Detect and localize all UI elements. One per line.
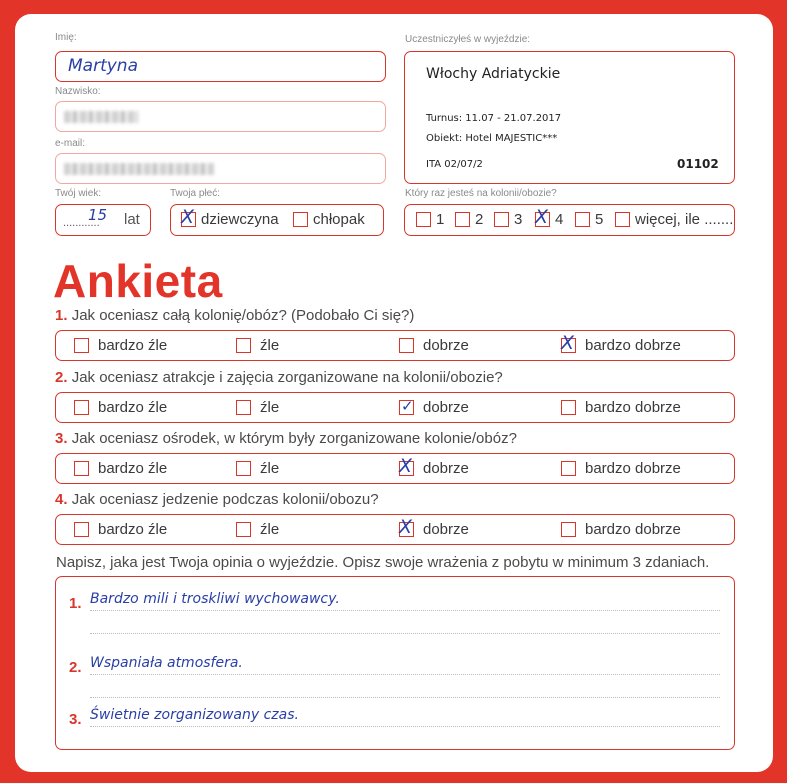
name-field[interactable] <box>55 51 386 82</box>
trip-info-box <box>404 51 735 184</box>
q3-option-very-good-label: bardzo dobrze <box>585 460 681 477</box>
q3-option-very-good-checkbox[interactable] <box>561 461 576 476</box>
email-label: e-mail: <box>55 138 86 149</box>
gender-field <box>170 204 384 236</box>
q4-option-bad-checkbox[interactable] <box>236 522 251 537</box>
opinion-2-number: 2. <box>69 659 82 676</box>
writing-line <box>90 726 720 727</box>
question-2: 2. Jak oceniasz atrakcje i zajęcia zorganizowane na kolonii/obozie? <box>55 369 503 386</box>
opinion-prompt: Napisz, jaka jest Twoja opinia o wyjeździe. Opisz swoje wrażenia z pobytu w minimum 3 zdaniach. <box>56 554 710 571</box>
q1-option-very-bad-label: bardzo źle <box>98 337 168 354</box>
q1-option-bad-label: źle <box>260 337 280 354</box>
q1-option-bad-checkbox[interactable] <box>236 338 251 353</box>
q1-option-very-bad-checkbox[interactable] <box>74 338 89 353</box>
question-3: 3. Jak oceniasz ośrodek, w którym były zorganizowane kolonie/obóz? <box>55 430 517 447</box>
q4-option-very-bad-checkbox[interactable] <box>74 522 89 537</box>
opinion-1-text: Bardzo mili i troskliwi wychowawcy. <box>90 591 340 607</box>
checkmark: X <box>561 332 575 354</box>
times-3-label: 3 <box>514 211 523 228</box>
checkmark: X <box>399 455 413 477</box>
age-value: 15 <box>88 206 108 224</box>
surname-field[interactable] <box>55 101 386 132</box>
email-field[interactable] <box>55 153 386 184</box>
times-label: Który raz jesteś na kolonii/obozie? <box>405 188 557 199</box>
q4-option-good-checkbox[interactable] <box>399 516 414 538</box>
age-unit: lat <box>124 211 140 228</box>
times-more-checkbox[interactable] <box>615 212 630 227</box>
writing-line <box>90 697 720 698</box>
opinion-1-number: 1. <box>69 595 82 612</box>
q4-option-bad-label: źle <box>260 521 280 538</box>
times-2-label: 2 <box>475 211 484 228</box>
age-label: Twój wiek: <box>55 188 102 199</box>
name-value: Martyna <box>68 56 138 76</box>
form-sheet <box>15 14 773 772</box>
surname-label: Nazwisko: <box>55 86 101 97</box>
trip-turnus: Turnus: 11.07 - 21.07.2017 <box>426 113 562 124</box>
q1-option-good-checkbox[interactable] <box>399 338 414 353</box>
checkmark: X <box>535 206 549 228</box>
q1-option-very-good-label: bardzo dobrze <box>585 337 681 354</box>
gender-girl-label: dziewczyna <box>201 211 279 228</box>
q2-option-very-bad-label: bardzo źle <box>98 399 168 416</box>
times-1-checkbox[interactable] <box>416 212 431 227</box>
times-5-label: 5 <box>595 211 604 228</box>
age-field[interactable] <box>55 204 151 236</box>
q3-option-bad-label: źle <box>260 460 280 477</box>
q1-option-very-good-checkbox[interactable] <box>561 332 576 354</box>
checkmark: ✓ <box>401 397 414 415</box>
q3-option-very-bad-checkbox[interactable] <box>74 461 89 476</box>
q2-option-very-bad-checkbox[interactable] <box>74 400 89 415</box>
question-2-options <box>55 392 735 423</box>
times-5-checkbox[interactable] <box>575 212 590 227</box>
gender-boy-label: chłopak <box>313 211 365 228</box>
times-more-label: więcej, ile ....... <box>635 211 734 228</box>
trip-code: ITA 02/07/2 <box>426 159 483 170</box>
redacted-surname <box>64 111 138 123</box>
q2-option-bad-checkbox[interactable] <box>236 400 251 415</box>
opinion-2-text: Wspaniała atmosfera. <box>90 655 243 671</box>
question-1: 1. Jak oceniasz całą kolonię/obóz? (Podobało Ci się?) <box>55 307 415 324</box>
q4-option-very-good-checkbox[interactable] <box>561 522 576 537</box>
redacted-email <box>64 163 214 175</box>
checkmark: X <box>399 516 413 538</box>
name-label: Imię: <box>55 32 77 43</box>
q3-option-good-checkbox[interactable] <box>399 455 414 477</box>
times-1-label: 1 <box>436 211 445 228</box>
checkmark: X <box>181 206 195 228</box>
q3-option-good-label: dobrze <box>423 460 469 477</box>
opinion-3-number: 3. <box>69 711 82 728</box>
gender-boy-checkbox[interactable] <box>293 212 308 227</box>
writing-line <box>90 610 720 611</box>
opinion-3-text: Świetnie zorganizowany czas. <box>90 707 299 723</box>
q3-option-very-bad-label: bardzo źle <box>98 460 168 477</box>
trip-object: Obiekt: Hotel MAJESTIC*** <box>426 133 558 144</box>
trip-number: 01102 <box>677 157 719 171</box>
times-4-checkbox[interactable] <box>535 206 550 228</box>
times-3-checkbox[interactable] <box>494 212 509 227</box>
gender-label: Twoja płeć: <box>170 188 221 199</box>
writing-line <box>90 633 720 634</box>
survey-title: Ankieta <box>53 255 223 307</box>
question-3-options <box>55 453 735 484</box>
question-1-options <box>55 330 735 361</box>
times-field <box>404 204 735 236</box>
q4-option-good-label: dobrze <box>423 521 469 538</box>
q2-option-very-good-label: bardzo dobrze <box>585 399 681 416</box>
gender-girl-checkbox[interactable] <box>181 206 196 228</box>
writing-line <box>90 674 720 675</box>
q1-option-good-label: dobrze <box>423 337 469 354</box>
q2-option-very-good-checkbox[interactable] <box>561 400 576 415</box>
trip-label: Uczestniczyłeś w wyjeździe: <box>405 34 531 45</box>
question-4: 4. Jak oceniasz jedzenie podczas kolonii/obozu? <box>55 491 379 508</box>
q2-option-bad-label: źle <box>260 399 280 416</box>
opinion-textarea[interactable] <box>55 576 735 750</box>
q4-option-very-good-label: bardzo dobrze <box>585 521 681 538</box>
question-4-options <box>55 514 735 545</box>
times-2-checkbox[interactable] <box>455 212 470 227</box>
q4-option-very-bad-label: bardzo źle <box>98 521 168 538</box>
q2-option-good-label: dobrze <box>423 399 469 416</box>
times-4-label: 4 <box>555 211 564 228</box>
q3-option-bad-checkbox[interactable] <box>236 461 251 476</box>
age-dots: ............ <box>63 217 100 229</box>
trip-title: Włochy Adriatyckie <box>426 66 561 82</box>
q2-option-good-checkbox[interactable] <box>399 397 414 415</box>
